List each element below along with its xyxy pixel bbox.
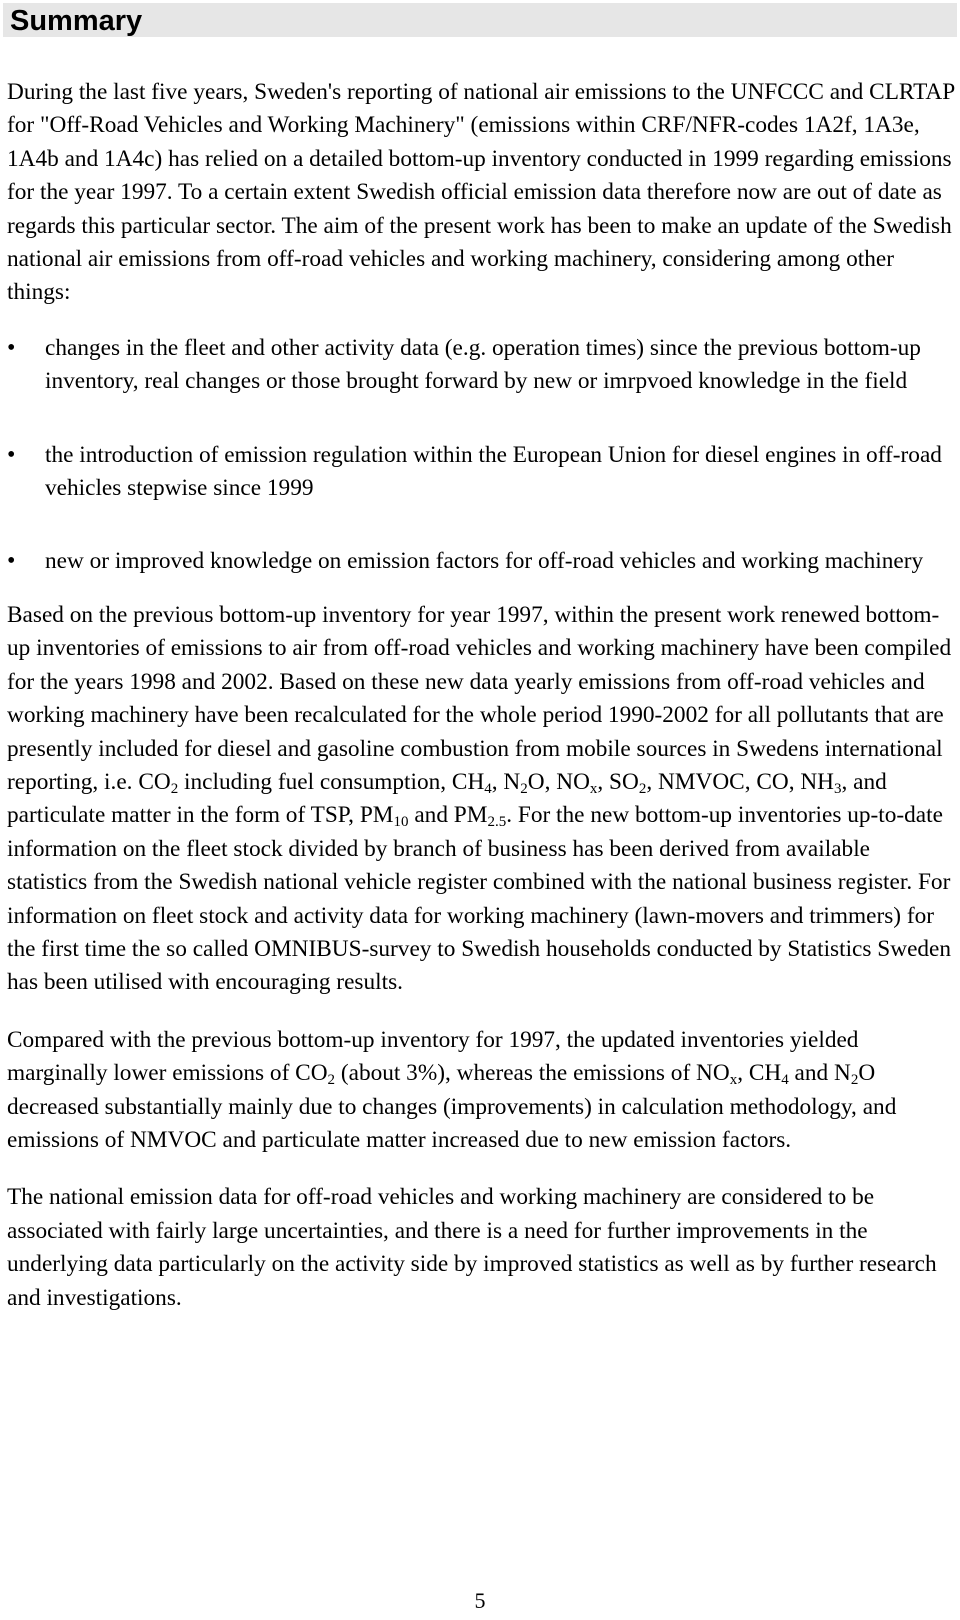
bullet-icon: • bbox=[7, 334, 16, 361]
bullet-icon: • bbox=[7, 441, 16, 468]
list-item bbox=[7, 439, 955, 506]
considerations-list bbox=[7, 332, 955, 579]
bullet-icon: • bbox=[7, 548, 16, 575]
heading-bar bbox=[3, 3, 957, 37]
summary-body bbox=[7, 76, 955, 1315]
uncertainty-paragraph: The national emission data for off-road vehicles and working machinery are considered to be associated with fairly large uncertainties, and there is a need for further improvements in the underlying data particularly on the activity side by improved statistics as well as by further research and investigations. bbox=[7, 1184, 937, 1311]
list-item-text: changes in the fleet and other activity data (e.g. operation times) since the previous bottom-up inventory, real changes or those brought forward by new or imrpvoed knowledge in the field bbox=[45, 334, 921, 395]
results-paragraph: Compared with the previous bottom-up inventory for 1997, the updated inventories yielded marginally lower emissions of $CO_2$ (about 3%), whereas the emissions of $NO_x$, $CH_4$ and $N_2O$ decreased substantially mainly due to changes (improvements) in calculation methodology, and emissions of NMVOC and particulate matter increased due to new emission factors. bbox=[7, 1026, 897, 1153]
list-item-text: the introduction of emission regulation within the European Union for diesel engines in off-road vehicles stepwise since 1999 bbox=[45, 441, 942, 502]
list-item bbox=[7, 332, 955, 399]
list-item-text: new or improved knowledge on emission factors for off-road vehicles and working machinery bbox=[45, 548, 924, 575]
methodology-paragraph: Based on the previous bottom-up inventory for year 1997, within the present work renewed bottom-up inventories of emissions to air from off-road vehicles and working machinery have been compiled for the years 1998 and 2002. Based on these new data yearly emissions from off-road vehicles and working machinery have been recalculated for the whole period 1990-2002 for all pollutants that are presently included for diesel and gasoline combustion from mobile sources in Swedens international reporting, i.e. $CO_2$ including fuel consumption, $CH_4$, $N_2O$, $NO_x$, $SO_2$, NMVOC, CO, $NH_3$, and particulate matter in the form of TSP, $PM_{10}$ and $PM_{2.5}$. For the new bottom-up inventories up-to-date information on the fleet stock divided by branch of business has been derived from available statistics from the Swedish national vehicle register combined with the national business register. For information on fleet stock and activity data for working machinery (lawn-movers and trimmers) for the first time the so called OMNIBUS-survey to Swedish households conducted by Statistics Sweden has been utilised with encouraging results. bbox=[7, 601, 952, 996]
page-number: 5 bbox=[474, 1588, 486, 1613]
page-title: Summary bbox=[10, 5, 143, 37]
intro-paragraph: During the last five years, Sweden's reporting of national air emissions to the UNFCCC and CLRTAP for "Off-Road Vehicles and Working Machinery" (emissions within CRF/NFR-codes 1A2f, 1A3e, 1A4b and 1A4c) has relied on a detailed bottom-up inventory conducted in 1999 regarding emissions for the year 1997. To a certain extent Swedish official emission data therefore now are out of date as regards this particular sector. The aim of the present work has been to make an update of the Swedish national air emissions from off-road vehicles and working machinery, considering among other things: bbox=[7, 79, 955, 306]
list-item bbox=[7, 545, 955, 578]
